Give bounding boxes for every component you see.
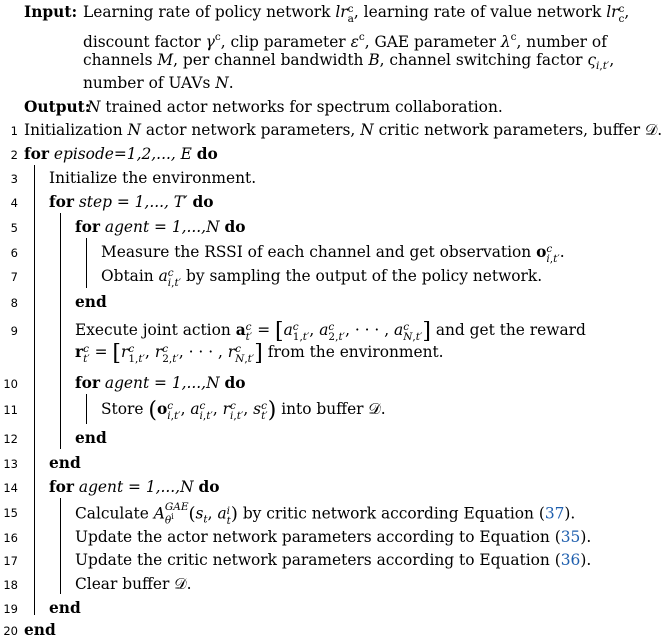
input-line-1: Learning rate of policy network lr c a , learning rate of value network lr c c , <box>83 3 630 25</box>
agent-loop-guide-1 <box>86 238 87 288</box>
line-text: Initialization N actor network parameters, N critic network parameters, buffer 𝒟. <box>24 121 662 139</box>
line-number: 20 <box>3 624 18 638</box>
outer-loop-guide <box>34 165 35 615</box>
keyword-for: for <box>24 145 49 163</box>
loop-variable: agent = 1,...,N <box>104 374 220 392</box>
line-text: Update the actor network parameters according to Equation <box>75 528 550 546</box>
equation-ref-link[interactable]: 36 <box>560 551 581 569</box>
loop-variable: episode=1,2,..., E <box>53 145 192 163</box>
keyword-for: for <box>75 374 100 392</box>
input-line-2: discount factor $\gamma^c$, clip parameter $\varepsilon^c$, GAE parameter $\lambda^c$, number of <box>83 31 607 51</box>
keyword-for: for <box>49 193 74 211</box>
line-text-b: into buffer 𝒟. <box>281 400 386 418</box>
output-label: Output: <box>24 98 91 116</box>
keyword-end: end <box>49 599 81 617</box>
keyword-do: do <box>196 145 218 163</box>
line-number: 10 <box>3 377 18 391</box>
line-text-a: Obtain <box>101 267 154 285</box>
loop-variable: agent = 1,...,N <box>104 218 220 236</box>
algo-line-9: 9 Execute joint action a c t′ = [a c 1,t′ , a c 2,t′ , · · · , a c N,t′ ] and get the reward <box>0 317 624 359</box>
line-text-a: Execute joint action <box>75 321 231 339</box>
line-number: 12 <box>3 432 18 446</box>
equation-ref-link[interactable]: 35 <box>560 528 581 546</box>
input-line-4: number of UAVs N. <box>83 74 234 92</box>
line-number: 7 <box>10 270 18 284</box>
line-number: 19 <box>3 602 18 616</box>
keyword-end: end <box>49 454 81 472</box>
line-text: Measure the RSSI of each channel and get observation <box>101 243 532 261</box>
line-text-a: Calculate <box>75 504 149 523</box>
line-number: 3 <box>10 172 18 186</box>
input-label: Input: <box>24 3 78 21</box>
keyword-end: end <box>75 293 107 311</box>
loop-variable: agent = 1,...,N <box>78 478 194 496</box>
line-number: 5 <box>10 221 18 235</box>
agent-loop-guide-3 <box>60 498 61 594</box>
keyword-do: do <box>224 218 246 236</box>
line-text-c: from the environment. <box>267 343 444 361</box>
line-text: Update the critic network parameters according to Equation <box>75 551 550 569</box>
line-number: 9 <box>10 324 18 338</box>
line-number: 15 <box>3 506 18 520</box>
line-number: 13 <box>3 457 18 471</box>
step-loop-guide <box>60 213 61 449</box>
input-line-3: channels M, per channel bandwidth B, channel switching factor $\varsigma_{i,t'}$, <box>83 51 615 72</box>
line-number: 4 <box>10 196 18 210</box>
algorithm-listing: Input: Learning rate of policy network lr c a , learning rate of value network lr c c , discount factor $\gamma^c$, clip parameter $\varepsilon^c$, GAE parameter $\lambda^c$, number of channels M, per channel bandwidth B, channel switching factor $\varsigma_{i,t'}$, number of UAVs N. Output: N trained actor networks for spectrum collaboration. 1 Initialization N actor network parameters, N critic network parameters, buffer 𝒟. 2 for episode=1,2,..., E do 3 Initialize the environment. 4 for step = 1,..., T′ do 5 for agent = 1,...,N do 6 Measure the RSSI of each channel and get observation o c i,t′ . 7 Obtain a c i,t′ by sampling the output of the policy network. 8 end 9 Execute joint action a c t′ = [a c 1,t′ , a c 2,t′ , · · · , a c N,t′ ] and get the reward r c t′ = [r c 1,t′ , r c 2,t′ , · · · , r c N,t′ ] from the environment. 10 for agent = 1,...,N do 11 Store (o c i,t′ , a c i,t′ , r c i,t′ , s c t′ ) into buffer 𝒟. 12 end 13 end 14 for agent = 1,...,N do 15 Calculate A GAE $\theta^i$ ($s_t$, a i t ) by critic network according Equation (37). 16 Update the actor network parameters according to Equation (35). 17 Update the critic network parameters according to Equation (36). 18 Clear buffer 𝒟. 19 end 20 end <box>0 0 624 637</box>
line-number: 8 <box>10 296 18 310</box>
line-number: 1 <box>10 124 18 138</box>
line-text-a: Store <box>101 400 144 418</box>
line-number: 17 <box>3 554 18 568</box>
line-number: 6 <box>10 246 18 260</box>
equation-ref-link[interactable]: 37 <box>544 504 565 523</box>
keyword-end: end <box>24 621 56 639</box>
line-text-b: and get the reward <box>435 321 586 339</box>
line-number: 18 <box>3 578 18 592</box>
line-text: Clear buffer 𝒟. <box>75 575 192 593</box>
agent-loop-guide-2 <box>86 394 87 424</box>
line-number: 16 <box>3 531 18 545</box>
keyword-do: do <box>198 478 220 496</box>
line-number: 2 <box>10 148 18 162</box>
output-text: N trained actor networks for spectrum collaboration. <box>87 98 503 116</box>
line-text: Initialize the environment. <box>49 169 257 187</box>
line-text-b: by critic network according Equation <box>242 504 534 523</box>
line-number: 11 <box>3 403 18 417</box>
keyword-do: do <box>192 193 214 211</box>
line-text-b: by sampling the output of the policy network. <box>186 267 543 285</box>
keyword-end: end <box>75 429 107 447</box>
keyword-do: do <box>224 374 246 392</box>
keyword-for: for <box>49 478 74 496</box>
loop-variable: step = 1,..., T′ <box>78 193 188 211</box>
line-number: 14 <box>3 481 18 495</box>
keyword-for: for <box>75 218 100 236</box>
